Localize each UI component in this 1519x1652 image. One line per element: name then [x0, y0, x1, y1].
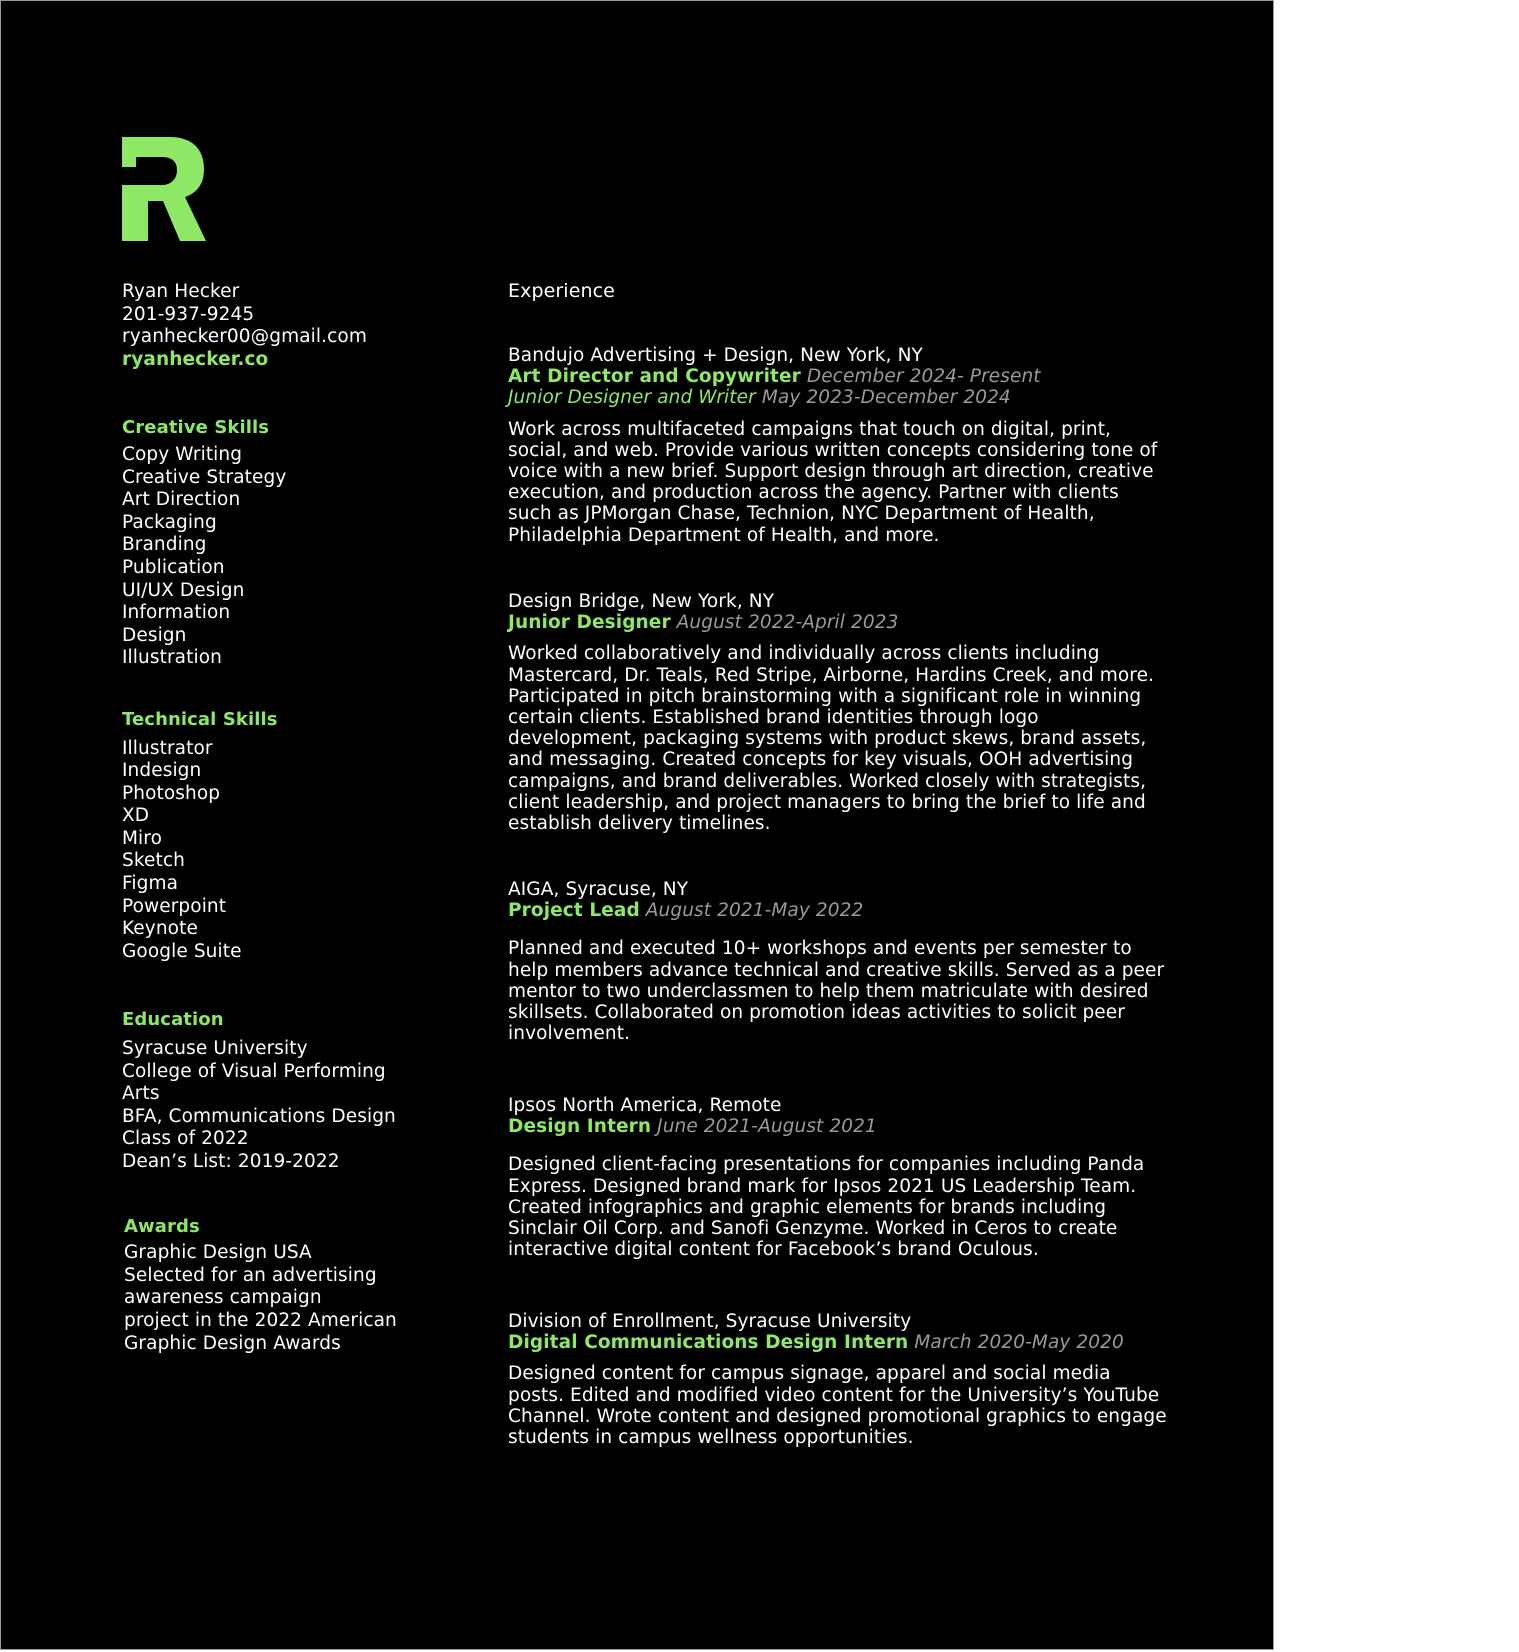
job-role-line — [508, 612, 1168, 633]
technical-skills-list — [122, 738, 452, 964]
job-description: Planned and executed 10+ workshops and events per semester to help members advance technical and creative skills. Served as a peer mentor to two underclassmen to help them matriculate with desired skillsets. Collaborated on promotion ideas activities to solicit peer involvement. — [508, 938, 1165, 1045]
job-role: Junior Designer and Writer — [508, 387, 756, 409]
list-item: Copy Writing — [122, 443, 243, 465]
job-date: June 2021-August 2021 — [657, 1116, 877, 1138]
job-entry — [508, 591, 1168, 834]
job-role: Digital Communications Design Intern — [508, 1332, 909, 1354]
list-item: Arts — [122, 1083, 160, 1105]
list-item: BFA, Communications Design — [122, 1105, 396, 1127]
job-company: Bandujo Advertising + Design, New York, NY — [508, 345, 923, 366]
list-item: Information — [122, 602, 231, 624]
list-item: UI/UX Design — [122, 579, 245, 601]
job-date: August 2021-May 2022 — [645, 900, 864, 922]
list-item: awareness campaign — [124, 1287, 322, 1309]
job-role-line — [508, 366, 1168, 387]
list-item: Miro — [122, 827, 163, 849]
list-item: project in the 2022 American — [124, 1309, 397, 1331]
experience-section — [508, 280, 1168, 1449]
list-item: Publication — [122, 556, 225, 578]
list-item: Powerpoint — [122, 895, 227, 917]
list-item: Selected for an advertising — [124, 1264, 377, 1286]
job-entry — [508, 345, 1168, 546]
list-item: Sketch — [122, 850, 185, 872]
creative-skills-title: Creative Skills — [122, 417, 270, 439]
list-item: Packaging — [122, 511, 217, 533]
job-date: May 2023-December 2024 — [761, 387, 1011, 409]
job-role: Junior Designer — [508, 612, 671, 634]
job-date: August 2022-April 2023 — [676, 612, 899, 634]
list-item: Graphic Design USA — [124, 1242, 312, 1264]
job-role: Project Lead — [508, 900, 640, 922]
list-item: Keynote — [122, 918, 198, 940]
job-role: Art Director and Copywriter — [508, 366, 801, 388]
contact-email[interactable]: ryanhecker00@gmail.com — [122, 326, 367, 348]
job-description: Worked collaboratively and individually across clients including Mastercard, Dr. Teals, Red Stripe, Airborne, Hardins Creek, and more. Participated in pitch brainstorming with a significant role in winning certain clients. Established brand identities through logo development, packaging systems with product skews, brand assets, and messaging. Created concepts for key visuals, OOH advertising campaigns, and brand deliverables. Worked closely with strategists, client leadership, and project managers to bring the brief to life and establish delivery timelines. — [508, 643, 1155, 835]
job-entry — [508, 1311, 1168, 1448]
education-section — [122, 1009, 452, 1173]
list-item: Indesign — [122, 760, 202, 782]
list-item: Class of 2022 — [122, 1128, 249, 1150]
job-role-line — [508, 900, 1168, 921]
technical-skills-section — [122, 709, 452, 964]
list-item: Illustration — [122, 647, 222, 669]
job-description: Designed client-facing presentations for companies including Panda Express. Designed brand mark for Ipsos 2021 US Leadership Team. Created infographics and graphic elements for brands including Sinclair Oil Corp. and Sanofi Genzyme. Worked in Ceros to create interactive digital content for Facebook’s brand Oculous. — [508, 1154, 1145, 1261]
list-item: Figma — [122, 873, 179, 895]
list-item: Photoshop — [122, 782, 221, 804]
contact-block — [122, 281, 452, 371]
list-item: Art Direction — [122, 489, 241, 511]
list-item: College of Visual Performing — [122, 1060, 386, 1082]
job-role: Design Intern — [508, 1116, 652, 1138]
list-item: Google Suite — [122, 940, 242, 962]
job-role-line — [508, 1116, 1168, 1137]
job-role-line — [508, 387, 1168, 408]
job-description: Designed content for campus signage, apparel and social media posts. Edited and modified video content for the University’s YouTube Channel. Wrote content and designed promotional graphics to engage students in campus wellness opportunities. — [508, 1363, 1167, 1449]
monogram-r-logo-icon — [122, 137, 206, 241]
list-item: Design — [122, 624, 187, 646]
list-item: XD — [122, 805, 150, 827]
list-item: Illustrator — [122, 737, 213, 759]
experience-title: Experience — [508, 280, 615, 302]
awards-title: Awards — [124, 1215, 200, 1237]
creative-skills-section — [122, 417, 452, 670]
education-title: Education — [122, 1009, 224, 1031]
awards-list — [124, 1242, 452, 1355]
contact-name: Ryan Hecker — [122, 281, 240, 302]
website-link[interactable]: ryanhecker.co — [122, 348, 269, 370]
list-item: Syracuse University — [122, 1038, 308, 1060]
job-company: Ipsos North America, Remote — [508, 1095, 782, 1116]
job-role-line — [508, 1332, 1168, 1353]
job-company: Design Bridge, New York, NY — [508, 591, 775, 612]
list-item: Branding — [122, 534, 207, 556]
job-entry — [508, 879, 1168, 1044]
technical-skills-title: Technical Skills — [122, 708, 278, 730]
job-date: December 2024- Present — [806, 366, 1041, 388]
list-item: Creative Strategy — [122, 466, 287, 488]
list-item: Dean’s List: 2019-2022 — [122, 1151, 340, 1172]
education-list — [122, 1038, 452, 1174]
sidebar — [122, 281, 452, 1355]
job-entry — [508, 1095, 1168, 1260]
job-company: AIGA, Syracuse, NY — [508, 879, 689, 900]
job-date: March 2020-May 2020 — [914, 1332, 1124, 1354]
awards-section — [124, 1216, 452, 1356]
contact-phone: 201-937-9245 — [122, 303, 255, 325]
job-company: Division of Enrollment, Syracuse University — [508, 1311, 912, 1332]
list-item: Graphic Design Awards — [124, 1332, 341, 1354]
job-description: Work across multifaceted campaigns that touch on digital, print, social, and web. Provide various written concepts considering tone of voice with a new brief. Support design through art direction, creative execution, and production across the agency. Partner with clients such as JPMorgan Chase, Technion, NYC Department of Health, Philadelphia Department of Health, and more. — [508, 418, 1158, 546]
creative-skills-list — [122, 444, 452, 670]
